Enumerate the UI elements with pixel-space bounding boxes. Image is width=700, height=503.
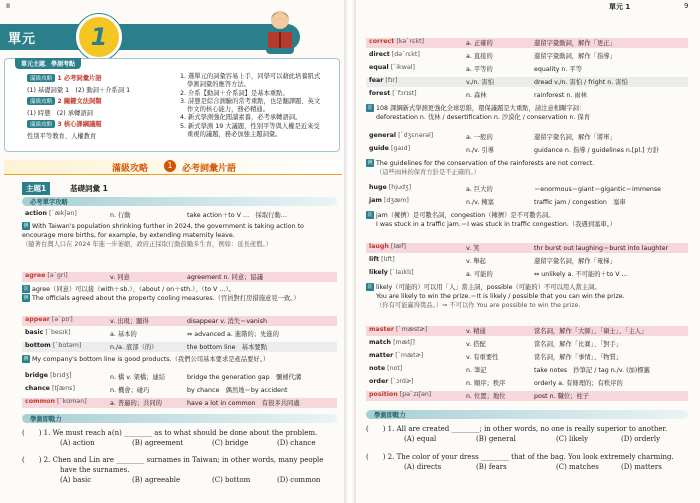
example-block: 註 jam（擁擠）是可數名詞，congestion（擁擠）是不可數名詞。 I was stuck in a traffic jam.＝I was stuck in traffic congestion.（我遇到塞車。） bbox=[367, 212, 617, 228]
vocab-row: appear [əˋpɪr] v. 出現；顯得 disappear v. 消失＝vanish bbox=[22, 316, 337, 326]
vocab-row: action [ˋækʃən] n. 行動 take action＋to V … 採取行動… bbox=[25, 210, 288, 219]
example-icon: 例 bbox=[367, 160, 373, 166]
quiz-question-2: ( ) 2. Chen and Lin are ________ surnames in Taiwan; in other words, many people have the surnames. (A) basic (B) agreeable (C) bottom (D) common bbox=[22, 456, 324, 484]
right-page bbox=[354, 0, 700, 503]
page-number-left: 8 bbox=[6, 2, 11, 10]
quiz-question-2: ( ) 2. The color of your dress ________ that of the bag. You look extremely charming. (A) directs (B) fears (C) matches (D) matters bbox=[366, 453, 674, 471]
page-number-right: 9 bbox=[684, 2, 689, 10]
section-banner: 滿級攻略 1 必考詞彙片語 bbox=[4, 160, 342, 175]
note-icon: 註 bbox=[367, 105, 373, 111]
vocab-row: agree [əˋgri] v. 同意 agreement n. 同意；協議 bbox=[22, 272, 337, 282]
vocab-row: guide [gaɪd] n./v. 引導 guidance n. 指導 / guidelines n.[pl.] 方針 bbox=[369, 145, 660, 154]
quiz-question-1: ( ) 1. We must reach a(n) ________ as to what should be done about the problem. (A) action (B) agreement (C) bridge (D) chance bbox=[22, 429, 318, 447]
running-header: 單元 1 bbox=[609, 3, 631, 11]
note-icon: 註 bbox=[367, 284, 373, 290]
vocab-row: lift [lɪft] v. 舉起 還留字彙名詞，解作「電梯」 bbox=[369, 256, 616, 265]
topic-item: 滿級攻略 3 核心課綱議題 bbox=[27, 119, 167, 128]
vocab-row: jam [dʒæm] n./v. 擁塞 traffic jam / congestion 塞車 bbox=[369, 197, 626, 206]
vocab-row: common [ˋkɑmən] a. 普遍的；共同的 have a lot in common 有很多共同處 bbox=[22, 398, 337, 408]
vocab-row: huge [hjudʒ] a. 巨大的 ＝enormous＝giant＝gigantic＝immense bbox=[369, 184, 662, 193]
vocab-row: laugh [læf] v. 笑 thr burst out laughing＝burst into laughter bbox=[366, 243, 688, 253]
topic-item: 滿級攻略 1 必考詞彙片語 bbox=[27, 73, 167, 82]
topic-subitems: (1) 基礎詞彙 1 (2) 動詞＋介系詞 1 bbox=[27, 86, 131, 94]
vocab-row: fear [fɪr] v./n. 害怕 dread v./n. 害怕 / fright n. 害怕 bbox=[366, 77, 688, 87]
vocab-row: match [mætʃ] v. 搭配 當名詞，解作「比賽」、「對手」 bbox=[369, 339, 623, 348]
vocab-row: chance [tʃæns] n. 機會；碰巧 by chance 偶然地＝by accident bbox=[25, 385, 288, 394]
quiz-header: 學測即戰力 bbox=[22, 414, 337, 423]
example-icon: 例 bbox=[23, 223, 29, 229]
example-block: 例 With Taiwan's population shrinking further in 2024, the government is taking action to encourage more births, for example, by extending maternity leave. （隨著台灣人口在 2024 年進一步萎縮，政府正採取行動鼓勵多生育，例如：延長產假。） bbox=[22, 223, 304, 248]
example-block: 註 agree（同意）可以接（with＋sb.）、（about / on＋sth.）、（to V …）。 例 The officials agreed about the property cooling measures.（官員對打房措施意見一致。） bbox=[23, 286, 300, 302]
vocab-row: bottom [ˋbɑtəm] n./a. 底部（的） the bottom line 基本要點 bbox=[22, 342, 337, 352]
theme-tag: 主題1 bbox=[22, 182, 50, 195]
vocab-row: forest [ˋfɔrɪst] n. 森林 rainforest n. 雨林 bbox=[369, 90, 587, 99]
unit-focus-box bbox=[4, 58, 340, 152]
study-notes: 1. 選單元的詞彙容易上手，同學可以藉此培養肌式 學測詞彙的應答方法。 2. 介系【動詞＋介系詞】是基本重點。 3. 詩態是綜合測驗的常考重點，也是翻譯題、英文 作文的核心能力，務必精通。 4. 新式學測強化閱讀素養，必考承轉語詞。 5. 新式學測 19 大議題，性別平等與人權是近來受 重視的議題，務必加強主題詞彙。 bbox=[180, 73, 321, 139]
left-page bbox=[0, 0, 346, 503]
note-icon: 註 bbox=[367, 212, 373, 218]
quiz-question-1: ( ) 1. All are created ________; in other words, no one is really superior to another. (A) equal (B) general (C) likely (D) orderly bbox=[366, 425, 668, 443]
example-block: 例 My company's bottom line is good products.（我們公司基本要求是產品要好。） bbox=[23, 356, 270, 363]
note-icon: 註 bbox=[23, 286, 29, 292]
vocab-row: matter [ˋmætɚ] v. 有重要性 當名詞，解作「事情」、「物質」 bbox=[369, 352, 623, 361]
vocab-row: correct [kəˋrɛkt] a. 正確的 還留字彙動詞，解作「更正」 bbox=[366, 38, 688, 48]
theme-title: 基礎詞彙 1 bbox=[70, 184, 108, 193]
quiz-header: 學測即戰力 bbox=[366, 410, 688, 419]
example-block: 註 likely（可能的）可以用「人」當主詞，possible（可能的）不可以用人當主詞。 You are likely to win the prize.＝It is likely / possible that you can win the prize. （你有可能贏得獎品。）⇒ 不可以作 You are possible to win the prize. bbox=[367, 284, 625, 309]
vocab-row: master [ˋmæstɚ] v. 精通 當名詞，解作「大師」、「碩士」、「主人」 bbox=[366, 326, 688, 336]
vocab-row: order [ˋɔrdɚ] n. 順序；秩序 orderly a. 有條理的；有秩序的 bbox=[369, 378, 623, 387]
example-block: 例 The guidelines for the conservation of the rainforests are not correct. （這些雨林的保育方針是不正確的。） bbox=[367, 160, 595, 176]
topic-item: 滿級攻略 2 關鍵文法詞類 bbox=[27, 96, 167, 105]
vocab-row: bridge [brɪdʒ] n. 橋 v. 架橋；連結 bridge the generation gap 彌補代溝 bbox=[25, 372, 302, 381]
unit-label: 單元 bbox=[8, 32, 37, 47]
vocab-row: general [ˋdʒɛnərəl] a. 一般的 還留字彙名詞，解作「將軍」 bbox=[369, 132, 616, 141]
unit-number-badge: 1 bbox=[76, 14, 122, 60]
subhead-bar: 必考單字攻略 bbox=[22, 197, 337, 206]
vocab-row: note [not] n. 筆記 take notes 抄筆記 / tag n./v. (加)標籤 bbox=[369, 365, 650, 374]
topic-subitems: (1) 時態 (2) 承轉語詞 bbox=[27, 109, 93, 117]
vocab-row: basic [ˋbesɪk] a. 基本的 ⇔ advanced a. 進階的；先進的 bbox=[25, 329, 279, 338]
vocab-row: position [pəˋzɪʃən] n. 位置；地位 post n. 職位；柱子 bbox=[366, 391, 688, 401]
example-icon: 例 bbox=[23, 295, 29, 301]
example-icon: 例 bbox=[23, 356, 29, 362]
note-block: 註 108 課綱新式學測更強化全球思維，環保議題是大重點，請注意相關字詞： deforestation n. 伐林 / desertification n. 沙漠化 / conservation n. 保育 bbox=[367, 105, 591, 121]
reading-person-illustration bbox=[250, 6, 310, 56]
topic-subitems: 性別平等教育、人權教育 bbox=[27, 132, 97, 140]
vocab-row: direct [dəˋrɛkt] a. 直接的 還留字彙動詞，解作「指導」 bbox=[369, 51, 616, 60]
topic-list bbox=[27, 73, 167, 142]
vocab-row: likely [ˋlaɪklɪ] a. 可能的 ⇔ unlikely a. 不可能的＋to V … bbox=[369, 269, 628, 278]
focus-tab: 單元主題．學測考點 bbox=[15, 58, 81, 69]
vocab-row: equal [ˋikwəl] a. 平等的 equality n. 平等 bbox=[369, 64, 583, 73]
